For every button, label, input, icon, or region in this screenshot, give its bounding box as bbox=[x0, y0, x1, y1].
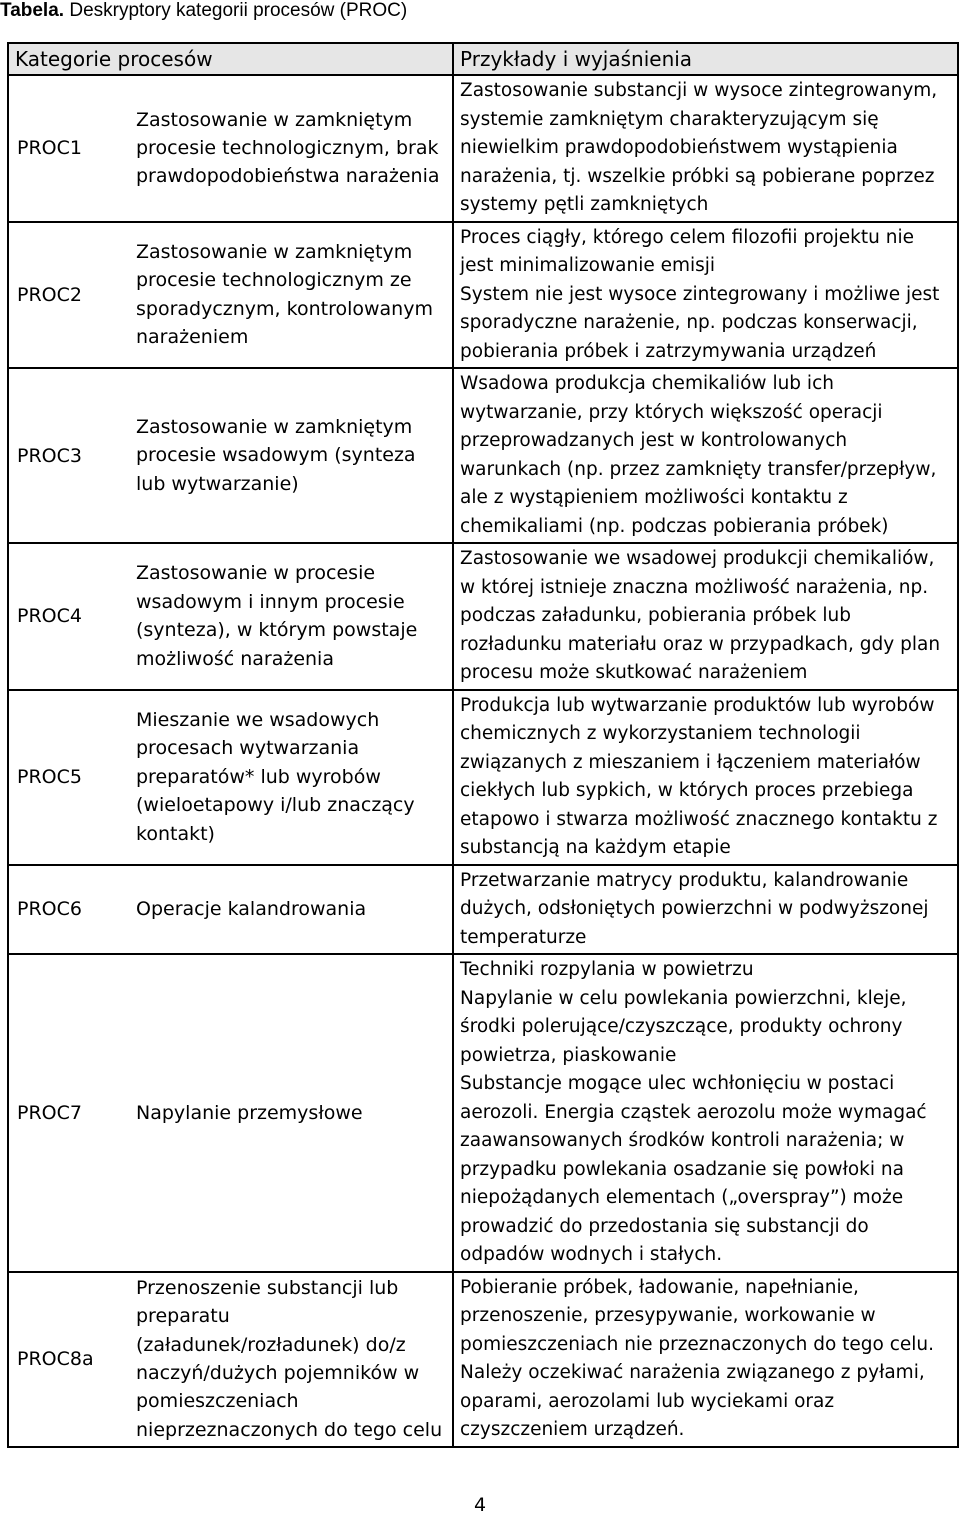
process-code: PROC2 bbox=[8, 222, 132, 369]
category-line: wsadowym i innym procesie bbox=[136, 590, 405, 613]
category-line: procesie wsadowym (synteza bbox=[136, 444, 416, 467]
process-examples bbox=[453, 954, 958, 1272]
title-text: Deskryptory kategorii procesów (PROC) bbox=[64, 0, 408, 21]
category-line: naczyń/dużych pojemników w bbox=[136, 1362, 420, 1384]
process-examples bbox=[453, 75, 958, 222]
example-line: procesu może skutkować narażeniem bbox=[460, 662, 808, 683]
table-body bbox=[8, 75, 958, 1447]
header-process-categories: Kategorie procesów bbox=[8, 43, 453, 75]
example-line: Produkcja lub wytwarzanie produktów lub wyrobów bbox=[460, 694, 935, 716]
example-line: przeprowadzanych jest w kontrolowanych bbox=[460, 430, 848, 451]
category-line: Zastosowanie w zamkniętym bbox=[136, 108, 413, 131]
example-line: w której istnieje znaczna możliwość narażenia, np. bbox=[460, 576, 929, 598]
table-row bbox=[8, 690, 958, 865]
table-row bbox=[8, 222, 958, 369]
example-line: systemie zamkniętym charakteryzującym się bbox=[460, 108, 879, 130]
table-row bbox=[8, 543, 958, 690]
example-line: Zastosowanie we wsadowej produkcji chemikaliów, bbox=[460, 548, 935, 569]
example-line: ciekłych lub sypkich, w których proces przebiega bbox=[460, 780, 914, 801]
category-line: preparatu bbox=[136, 1305, 230, 1328]
table-header-row bbox=[8, 43, 958, 75]
example-line: etapowo i stwarza możliwość znacznego kontaktu z bbox=[460, 808, 938, 830]
example-line: warunkach (np. przez zamknięty transfer/przepływ, bbox=[460, 458, 937, 480]
example-line: niepożądanych elementach („overspray”) może bbox=[460, 1187, 904, 1208]
category-line: (wieloetapowy i/lub znaczący bbox=[136, 794, 415, 817]
process-code: PROC4 bbox=[8, 543, 132, 690]
example-line: podczas załadunku, pobierania próbek lub bbox=[460, 605, 851, 626]
category-line: nieprzeznaczonych do tego celu bbox=[136, 1418, 443, 1441]
example-line: dużych, odsłoniętych powierzchni w podwyższonej bbox=[460, 898, 929, 919]
example-line: temperaturze bbox=[460, 926, 587, 948]
process-code: PROC6 bbox=[8, 865, 132, 955]
category-line: (synteza), w którym powstaje bbox=[136, 619, 418, 642]
example-line: Pobieranie próbek, ładowanie, napełnianie, bbox=[460, 1276, 859, 1298]
category-line: procesie technologicznym ze bbox=[136, 269, 412, 292]
process-category bbox=[132, 690, 453, 865]
example-line: odpadów wodnych i stałych. bbox=[460, 1244, 723, 1265]
category-line: procesie technologicznym, brak bbox=[136, 137, 439, 160]
page-number: 4 bbox=[474, 1494, 487, 1516]
example-line: systemy pętli zamkniętych bbox=[460, 194, 709, 215]
example-line: Zastosowanie substancji w wysoce zintegrowanym, bbox=[460, 80, 938, 101]
process-code: PROC5 bbox=[8, 690, 132, 865]
category-line: lub wytwarzanie) bbox=[136, 472, 299, 495]
example-line: Wsadowa produkcja chemikaliów lub ich bbox=[460, 373, 834, 394]
process-code: PROC7 bbox=[8, 954, 132, 1272]
example-line: oparami, aerozolami lub wyciekami oraz bbox=[460, 1390, 835, 1412]
example-line: jest minimalizowanie emisji bbox=[460, 255, 716, 276]
table-row bbox=[8, 1272, 958, 1447]
header-examples: Przykłady i wyjaśnienia bbox=[453, 43, 958, 75]
category-line: preparatów* lub wyrobów bbox=[136, 765, 381, 788]
category-line: sporadycznym, kontrolowanym bbox=[136, 297, 433, 320]
example-line: przypadku powlekania osadzanie się powłoki na bbox=[460, 1158, 904, 1180]
process-code: PROC8a bbox=[8, 1272, 132, 1447]
process-examples bbox=[453, 1272, 958, 1447]
category-line: Mieszanie we wsadowych bbox=[136, 708, 380, 731]
proc-descriptor-table bbox=[7, 42, 959, 1448]
table-row bbox=[8, 75, 958, 222]
category-line: Napylanie przemysłowe bbox=[136, 1101, 363, 1124]
process-examples bbox=[453, 222, 958, 369]
example-line: Proces ciągły, którego celem filozofii projektu nie bbox=[460, 226, 914, 248]
example-line: związanych z mieszaniem i łączeniem materiałów bbox=[460, 751, 921, 773]
table-row bbox=[8, 368, 958, 543]
category-line: pomieszczeniach bbox=[136, 1390, 299, 1413]
category-line: Zastosowanie w zamkniętym bbox=[136, 240, 413, 263]
category-line: kontakt) bbox=[136, 822, 215, 845]
example-line: aerozoli. Energia cząstek aerozolu może wymagać bbox=[460, 1101, 927, 1123]
table-row bbox=[8, 954, 958, 1272]
example-line: środki polerujące/czyszczące, produkty ochrony bbox=[460, 1016, 903, 1037]
title-label: Tabela. bbox=[0, 0, 65, 21]
example-line: substancją na każdym etapie bbox=[460, 837, 731, 858]
document-title bbox=[0, 0, 407, 22]
category-line: Zastosowanie w procesie bbox=[136, 562, 376, 585]
process-category bbox=[132, 865, 453, 955]
process-category bbox=[132, 954, 453, 1272]
example-line: Przetwarzanie matrycy produktu, kalandrowanie bbox=[460, 869, 909, 891]
example-line: wytwarzanie, przy których większość operacji bbox=[460, 401, 883, 423]
example-line: Należy oczekiwać narażenia związanego z pyłami, bbox=[460, 1362, 925, 1383]
example-line: powietrza, piaskowanie bbox=[460, 1044, 677, 1066]
example-line: Substancje mogące ulec wchłonięciu w postaci bbox=[460, 1073, 895, 1094]
category-line: (załadunek/rozładunek) do/z bbox=[136, 1333, 406, 1356]
process-examples bbox=[453, 543, 958, 690]
process-code: PROC1 bbox=[8, 75, 132, 222]
table-row bbox=[8, 865, 958, 955]
category-line: prawdopodobieństwa narażenia bbox=[136, 165, 440, 188]
category-line: możliwość narażenia bbox=[136, 647, 334, 670]
process-code: PROC3 bbox=[8, 368, 132, 543]
process-category bbox=[132, 222, 453, 369]
example-line: czyszczeniem urządzeń. bbox=[460, 1419, 685, 1440]
process-examples bbox=[453, 690, 958, 865]
example-line: pomieszczeniach nie przeznaczonych do tego celu. bbox=[460, 1333, 935, 1355]
example-line: narażenia, tj. wszelkie próbki są pobierane poprzez bbox=[460, 165, 935, 187]
process-category bbox=[132, 368, 453, 543]
example-line: ale z wystąpieniem możliwości kontaktu z bbox=[460, 487, 848, 508]
example-line: chemicznych z wykorzystaniem technologii bbox=[460, 723, 861, 744]
example-line: chemikaliami (np. podczas pobierania próbek) bbox=[460, 515, 889, 537]
category-line: Zastosowanie w zamkniętym bbox=[136, 415, 413, 438]
category-line: narażeniem bbox=[136, 326, 249, 349]
example-line: zaawansowanych środków kontroli narażenia; w bbox=[460, 1130, 905, 1151]
example-line: rozładunku materiału oraz w przypadkach, gdy plan bbox=[460, 633, 941, 655]
example-line: prowadzić do przedostania się substancji do bbox=[460, 1215, 869, 1237]
example-line: System nie jest wysoce zintegrowany i możliwe jest bbox=[460, 283, 940, 305]
process-category bbox=[132, 75, 453, 222]
category-line: Operacje kalandrowania bbox=[136, 898, 367, 921]
process-category bbox=[132, 543, 453, 690]
process-examples bbox=[453, 368, 958, 543]
example-line: Napylanie w celu powlekania powierzchni, kleje, bbox=[460, 987, 907, 1009]
example-line: sporadyczne narażenie, np. podczas konserwacji, bbox=[460, 312, 918, 333]
example-line: Techniki rozpylania w powietrzu bbox=[460, 959, 754, 980]
example-line: niewielkim prawdopodobieństwem wystąpienia bbox=[460, 137, 898, 158]
example-line: pobierania próbek i zatrzymywania urządzeń bbox=[460, 340, 877, 362]
category-line: Przenoszenie substancji lub bbox=[136, 1276, 399, 1299]
category-line: procesach wytwarzania bbox=[136, 737, 360, 760]
process-category bbox=[132, 1272, 453, 1447]
example-line: przenoszenie, przesypywanie, workowanie w bbox=[460, 1305, 876, 1326]
process-examples bbox=[453, 865, 958, 955]
